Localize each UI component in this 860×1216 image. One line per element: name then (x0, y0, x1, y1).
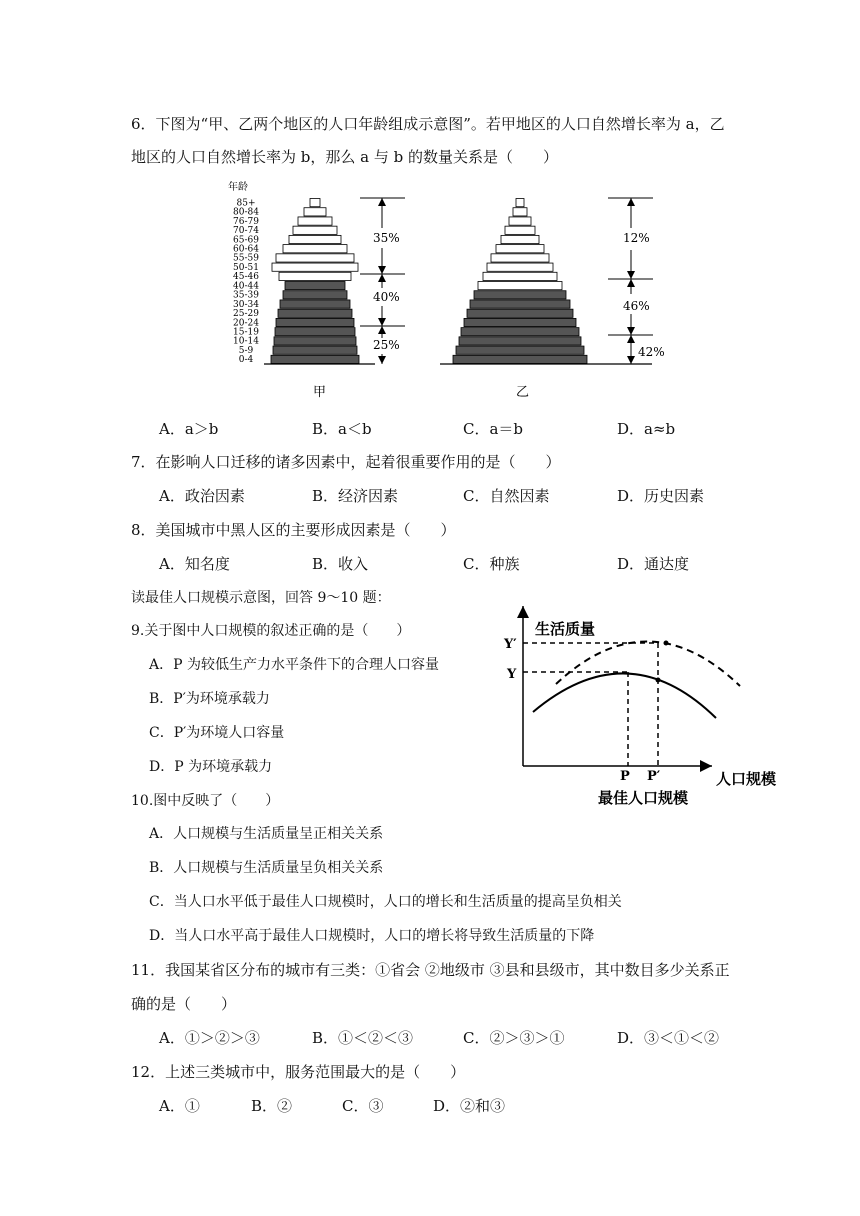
age-axis-title: 年龄 (228, 182, 248, 193)
q9-option-b[interactable]: B．P′为环境承载力 (149, 691, 270, 707)
optimal-population-graph (498, 600, 798, 815)
yi-bar (509, 217, 531, 225)
q8-option-c[interactable]: C．种族 (463, 555, 520, 573)
q8-option-d[interactable]: D．通达度 (617, 555, 690, 573)
q11-stem-line1: 11．我国某省区分布的城市有三类：①省会 ②地级市 ③县和县级市，其中数目多少关系正 (131, 961, 730, 979)
point-y (656, 678, 661, 683)
age-label: 20-24 (233, 318, 259, 329)
jia-bar (289, 235, 341, 243)
x-axis-label: 人口规模 (716, 770, 777, 788)
yi-bar (464, 318, 576, 326)
q11-stem-line2: 确的是（ ） (131, 995, 237, 1013)
age-pyramid-figure (220, 178, 680, 406)
age-label: 15-19 (233, 327, 259, 338)
jia-pct-young: 25% (373, 338, 400, 352)
q10-option-a[interactable]: A．人口规模与生活质量呈正相关关系 (149, 826, 384, 842)
yi-pct-old: 12% (623, 231, 650, 245)
jia-bar (276, 318, 354, 326)
q7-option-c[interactable]: C．自然因素 (463, 487, 550, 505)
age-label: 10-14 (233, 336, 259, 347)
x-tick-p: P (620, 769, 630, 784)
jia-pct-adult: 40% (373, 290, 400, 304)
jia-bar (283, 291, 347, 299)
jia-bar (285, 282, 345, 290)
yi-bar (459, 337, 581, 345)
y-tick-yprime: Y′ (504, 637, 517, 652)
yi-bar (505, 226, 535, 234)
jia-bar (283, 245, 347, 253)
age-label: 85+ (236, 198, 256, 209)
yi-bar (474, 291, 566, 299)
yi-bar (487, 263, 553, 271)
q11-option-a[interactable]: A．①＞②＞③ (159, 1029, 260, 1047)
graph-caption: 最佳人口规模 (598, 789, 689, 807)
q8-stem: 8．美国城市中黑人区的主要形成因素是（ ） (131, 521, 456, 539)
jia-caption: 甲 (313, 385, 327, 400)
q11-option-c[interactable]: C．②＞③＞① (463, 1029, 565, 1047)
q6-option-b[interactable]: B．a＜b (312, 420, 372, 438)
yi-bar (496, 245, 544, 253)
q12-option-b[interactable]: B．② (251, 1097, 293, 1115)
q10-option-d[interactable]: D．当人口水平高于最佳人口规模时，人口的增长将导致生活质量的下降 (149, 928, 595, 944)
age-label: 70-74 (233, 226, 259, 237)
y-axis-label: 生活质量 (535, 620, 596, 638)
jia-bar (275, 328, 355, 336)
yi-bar (467, 309, 573, 317)
jia-pct-old: 35% (373, 231, 400, 245)
yi-bar (491, 254, 549, 262)
q6-stem-line2: 地区的人口自然增长率为 b，那么 a 与 b 的数量关系是（ ） (131, 148, 558, 166)
q12-option-c[interactable]: C．③ (342, 1097, 384, 1115)
age-label: 76-79 (233, 216, 259, 227)
jia-bar (279, 272, 351, 280)
age-label: 0-4 (238, 355, 254, 366)
q9-stem: 9.关于图中人口规模的叙述正确的是（ ） (131, 623, 411, 639)
jia-pyramid (271, 199, 359, 364)
q8-option-b[interactable]: B．收入 (312, 555, 369, 573)
yi-bar (456, 346, 584, 354)
age-label: 55-59 (233, 253, 259, 264)
jia-bar (272, 263, 358, 271)
jia-bar (293, 226, 337, 234)
q12-stem: 12．上述三类城市中，服务范围最大的是（ ） (131, 1063, 466, 1081)
jia-bar (304, 208, 326, 216)
q12-option-a[interactable]: A．① (159, 1097, 200, 1115)
age-label: 40-44 (233, 281, 259, 292)
q6-option-c[interactable]: C．a＝b (463, 420, 524, 438)
yi-bar (461, 328, 579, 336)
yi-bar (501, 235, 539, 243)
q9-option-d[interactable]: D．P 为环境承载力 (149, 759, 273, 775)
q7-option-b[interactable]: B．经济因素 (312, 487, 399, 505)
jia-bar (280, 300, 350, 308)
age-label: 50-51 (233, 262, 259, 273)
q6-stem-line1: 6．下图为“甲、乙两个地区的人口年龄组成示意图”。若甲地区的人口自然增长率为 a，乙 (131, 115, 725, 133)
jia-bar (274, 337, 356, 345)
yi-pct-adult: 46% (623, 299, 650, 313)
x-tick-pprime: P′ (647, 769, 661, 784)
q9-option-a[interactable]: A．P 为较低生产力水平条件下的合理人口容量 (149, 657, 439, 673)
yi-bar (513, 208, 527, 216)
q11-option-b[interactable]: B．①＜②＜③ (312, 1029, 414, 1047)
jia-bar (273, 346, 357, 354)
jia-bar (310, 199, 320, 207)
q9-option-c[interactable]: C．P′为环境人口容量 (149, 725, 285, 741)
age-label: 35-39 (233, 290, 259, 301)
yi-pct-young: 42% (638, 345, 665, 359)
yi-bar (516, 199, 524, 207)
age-label: 80-84 (233, 207, 259, 218)
age-label: 25-29 (233, 309, 259, 320)
yi-bar (470, 300, 570, 308)
q7-option-a[interactable]: A．政治因素 (159, 487, 245, 505)
q7-stem: 7．在影响人口迁移的诸多因素中，起着很重要作用的是（ ） (131, 453, 561, 471)
q10-option-b[interactable]: B．人口规模与生活质量呈负相关关系 (149, 860, 384, 876)
q6-option-a[interactable]: A．a＞b (159, 420, 219, 438)
jia-bar (271, 355, 359, 363)
q8-option-a[interactable]: A．知名度 (159, 555, 230, 573)
jia-bar (298, 217, 332, 225)
age-label: 45-46 (233, 272, 259, 283)
point-yprime (664, 641, 669, 646)
jia-bar (276, 254, 354, 262)
yi-pyramid (453, 199, 587, 364)
q10-stem: 10.图中反映了（ ） (131, 793, 280, 809)
yi-bar (453, 355, 587, 363)
jia-bar (278, 309, 352, 317)
q10-option-c[interactable]: C．当人口水平低于最佳人口规模时，人口的增长和生活质量的提高呈负相关 (149, 894, 622, 910)
age-label: 5-9 (238, 345, 254, 356)
q11-option-d[interactable]: D．③＜①＜② (617, 1029, 720, 1047)
q6-option-d[interactable]: D．a≈b (617, 420, 676, 438)
age-label: 30-34 (233, 299, 259, 310)
age-label: 60-64 (233, 244, 259, 255)
q7-option-d[interactable]: D．历史因素 (617, 487, 705, 505)
age-label: 65-69 (233, 235, 259, 246)
y-tick-y: Y (507, 667, 517, 682)
dashed-curve (556, 641, 740, 686)
yi-bar (483, 272, 557, 280)
yi-bar (478, 282, 562, 290)
yi-caption: 乙 (516, 385, 530, 400)
age-labels (233, 198, 259, 365)
q12-option-d[interactable]: D．②和③ (433, 1097, 506, 1115)
q9-10-intro: 读最佳人口规模示意图，回答 9～10 题： (131, 590, 391, 606)
